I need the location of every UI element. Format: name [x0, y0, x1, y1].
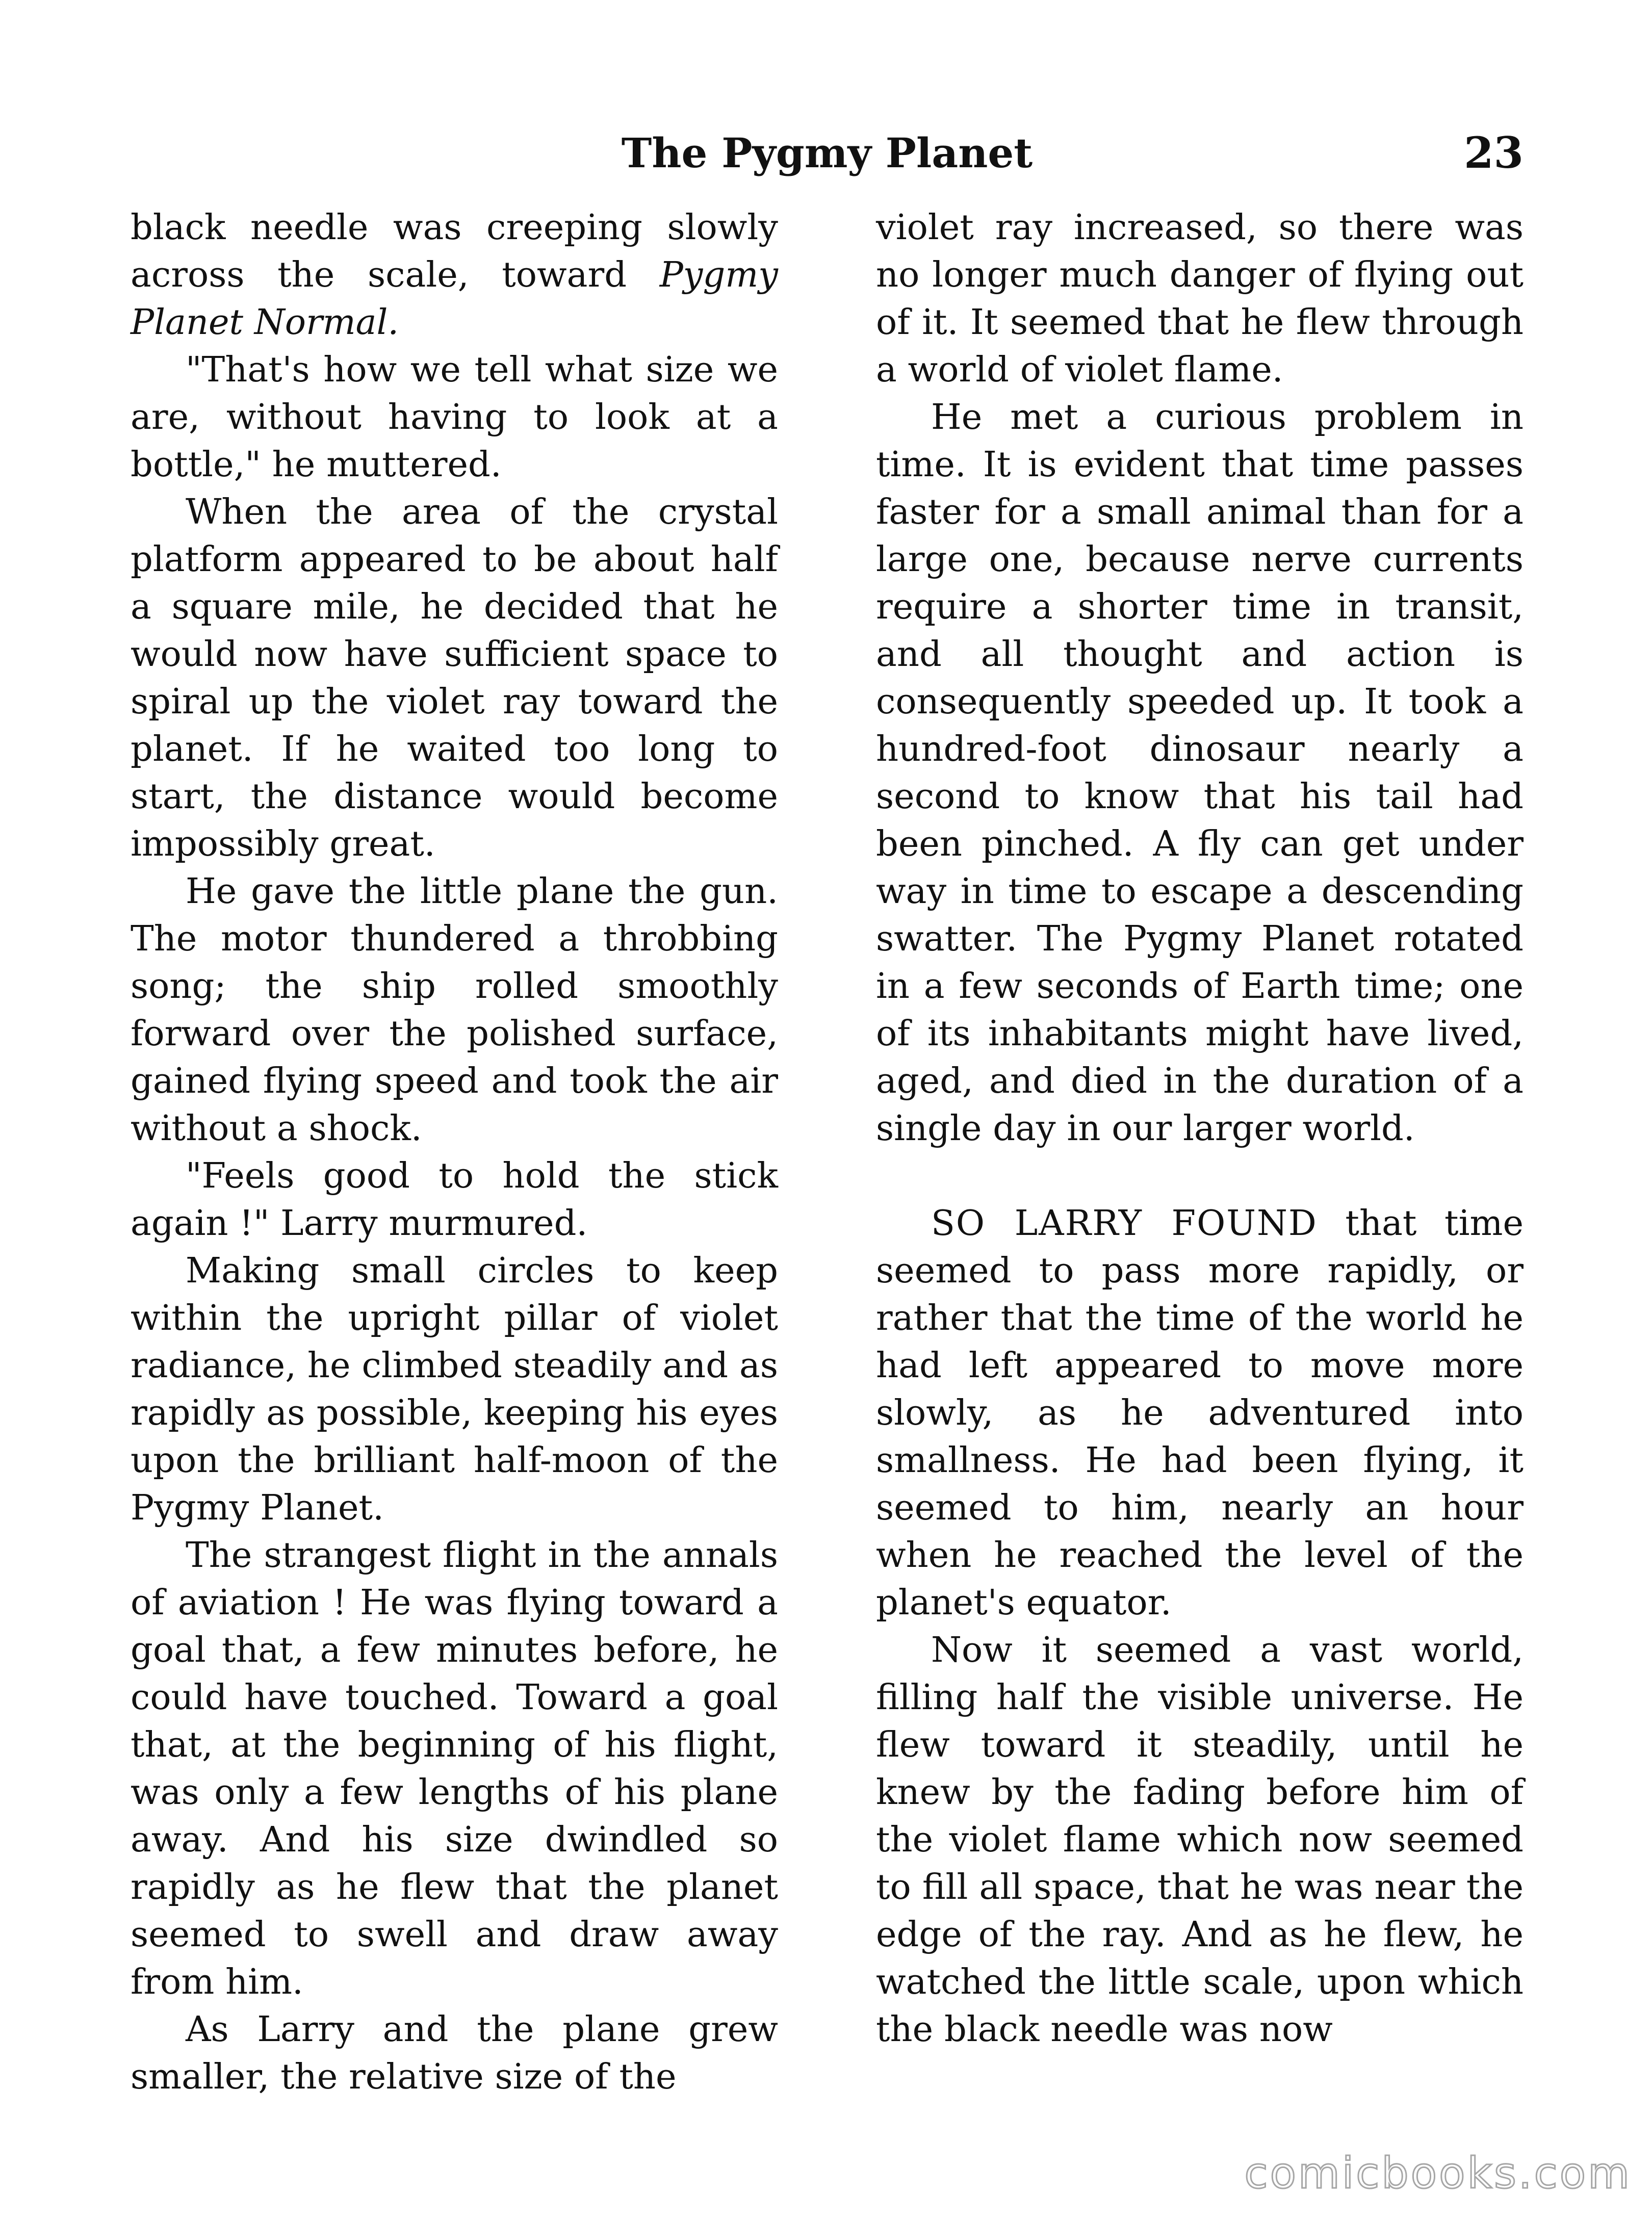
left-column: [131, 204, 778, 2101]
paragraph: As Larry and the plane grew smaller, the relative size of the: [131, 2009, 778, 2097]
section-opening-paragraph: [876, 1200, 1524, 1627]
paragraph: violet ray increased, so there was no longer much danger of flying out of it. It seemed that he flew through a world of violet flame.: [876, 207, 1524, 390]
paragraph: Making small circles to keep within the upright pillar of violet radiance, he climbed steadily and as rapidly as possible, keeping his eyes upon the brilliant half-moon of the Pygmy Planet.: [131, 1250, 778, 1528]
right-column: [876, 204, 1524, 2053]
paragraph-text: black needle was creeping slowly across the scale, toward: [131, 207, 778, 295]
paragraph: "Feels good to hold the stick again !" Larry murmured.: [131, 1155, 778, 1244]
italic-phrase: Pygmy Planet Normal.: [131, 254, 778, 343]
paragraph: He gave the little plane the gun. The motor thundered a throbbing song; the ship rolled smoothly forward over the polished surface, gained flying speed and took the air without a shock.: [131, 871, 778, 1149]
paragraph-text: that time seemed to pass more rapidly, or rather that the time of the world he had left appeared to move more slowly, as he adventured into smallness. He had been flying, it seemed to him, nearly an hour when he reached the level of the planet's equator.: [876, 1203, 1524, 1623]
watermark: comicbooks.com: [1244, 2148, 1632, 2198]
page-header: [131, 122, 1524, 184]
paragraph: When the area of the crystal platform appeared to be about half a square mile, he decided that he would now have sufficient space to spiral up the violet ray toward the planet. If he waited too long to start, the distance would become impossibly great.: [131, 492, 778, 864]
paragraph: Now it seemed a vast world, filling half the visible universe. He flew toward it steadily, until he knew by the fading before him of the violet flame which now seemed to fill all space, that he was near the edge of the ray. And as he flew, he watched the little scale, upon which the black needle was now: [876, 1630, 1524, 2050]
paragraph: [131, 204, 778, 346]
running-title: The Pygmy Planet: [621, 129, 1033, 177]
paragraph: "That's how we tell what size we are, without having to look at a bottle," he muttered.: [131, 349, 778, 485]
paragraph: He met a curious problem in time. It is evident that time passes faster for a small animal than for a large one, because nerve currents require a shorter time in transit, and all thought and action is consequently speeded up. It took a hundred-foot dinosaur nearly a second to know that his tail had been pinched. A fly can get under way in time to escape a descending swatter. The Pygmy Planet rotated in a few seconds of Earth time; one of its inhabitants might have lived, aged, and died in the duration of a single day in our larger world.: [876, 397, 1524, 1149]
paragraph: The strangest flight in the annals of aviation ! He was flying toward a goal that, a few minutes before, he could have touched. Toward a goal that, at the beginning of his flight, was only a few lengths of his plane away. And his size dwindled so rapidly as he flew that the planet seemed to swell and draw away from him.: [131, 1535, 778, 2002]
page-number: 23: [1464, 127, 1524, 178]
caps-lead-in: SO LARRY FOUND: [931, 1203, 1318, 1244]
